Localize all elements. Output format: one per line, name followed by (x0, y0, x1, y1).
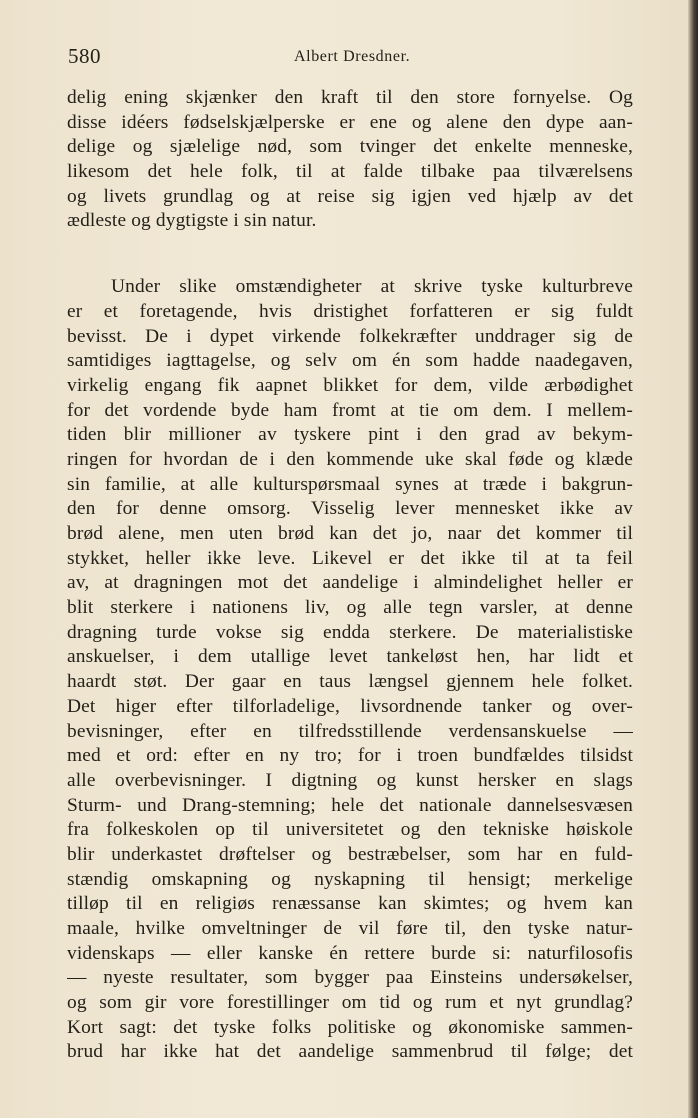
text-line: ædleste og dygtigste i sin natur. (67, 210, 317, 232)
text-line: bevisst. De i dypet virkende folkekræfter unddrager sig de (67, 325, 633, 347)
text-line: anskuelser, i dem utallige levet tankeløst hen, har lidt et (67, 646, 633, 668)
text-line: Sturm- und Drang-stemning; hele det nationale dannelsesvæsen (67, 794, 633, 816)
text-line: Under slike omstændigheter at skrive tyske kulturbreve (111, 276, 633, 298)
text-line: Det higer efter tilforladelige, livsordnende tanker og over- (67, 695, 633, 717)
paragraph-1 (67, 86, 633, 234)
text-line: likesom det hele folk, til at falde tilbake paa tilværelsens (67, 161, 633, 183)
text-line: delig ening skjænker den kraft til den store fornyelse. Og (67, 87, 633, 108)
text-line: delige og sjælelige nød, som tvinger det enkelte menneske, (67, 136, 633, 158)
text-line: maale, hvilke omveltninger de vil føre til, den tyske natur- (67, 918, 633, 939)
text-line: stykket, heller ikke leve. Likevel er det ikke til at ta feil (67, 547, 633, 569)
text-line: disse idéers fødselskjælperske er ene og alene den dype aan- (67, 111, 633, 133)
text-line: er et foretagende, hvis dristighet forfatteren er sig fuldt (67, 300, 633, 322)
running-head: Albert Dresdner. (294, 48, 411, 65)
text-line: tiden blir millioner av tyskere pint i den grad av bekym- (67, 424, 633, 446)
text-line: virkelig engang fik aapnet blikket for dem, vilde ærbødighet (67, 374, 633, 396)
text-line: blit sterkere i nationens liv, og alle tegn varsler, at denne (67, 597, 633, 619)
text-line: videnskaps — eller kanske én rettere burde si: naturfilosofis (67, 942, 633, 964)
text-line: og livets grundlag og at reise sig igjen ved hjælp av det (67, 185, 633, 207)
text-line: stændig omskapning og nyskapning til hensigt; merkelige (67, 868, 633, 890)
text-line: fra folkeskolen op til universitetet og den tekniske høiskole (67, 819, 633, 841)
text-line: — nyeste resultater, som bygger paa Einsteins undersøkelser, (67, 967, 633, 989)
text-line: for det vordende byde ham fromt at tie om dem. I mellem- (67, 399, 633, 421)
text-line: med et ord: efter en ny tro; for i troen bundfældes tilsidst (67, 745, 633, 767)
page-header (68, 44, 634, 74)
text-line: alle overbevisninger. I digtning og kunst hersker en slags (67, 769, 633, 791)
text-line: brød alene, men uten brød kan det jo, naar det kommer til (67, 523, 633, 544)
text-line: dragning turde vokse sig endda sterkere. De materialistiske (67, 621, 633, 643)
text-line: av, at dragningen mot det aandelige i almindelighet heller er (67, 572, 633, 594)
text-line: blir underkastet drøftelser og bestræbelser, som har en fuld- (67, 843, 633, 865)
page-edge-shadow (688, 0, 698, 1118)
text-line: og som gir vore forestillinger om tid og rum et nyt grundlag? (67, 992, 633, 1014)
text-line: den for denne omsorg. Visselig lever mennesket ikke av (67, 498, 633, 520)
text-line: tilløp til en religiøs renæssanse kan skimtes; og hvem kan (67, 893, 633, 915)
text-line: samtidiges iagttagelse, og selv om én som hadde naadegaven, (67, 350, 633, 372)
paragraph-2 (67, 275, 633, 1065)
text-line: Kort sagt: det tyske folks politiske og økonomiske sammen- (67, 1016, 633, 1038)
text-line: ringen for hvordan de i den kommende uke skal føde og klæde (67, 448, 633, 470)
page-number: 580 (68, 44, 101, 68)
text-line: brud har ikke hat det aandelige sammenbrud til følge; det (67, 1041, 633, 1063)
text-line: haardt støt. Der gaar en taus længsel gjennem hele folket. (67, 671, 633, 693)
text-line: sin familie, at alle kulturspørsmaal synes at træde i bakgrun- (67, 473, 633, 495)
body-text (67, 86, 633, 1065)
paragraph-gap (67, 234, 633, 275)
text-line: bevisninger, efter en tilfredsstillende verdensanskuelse — (67, 720, 633, 742)
